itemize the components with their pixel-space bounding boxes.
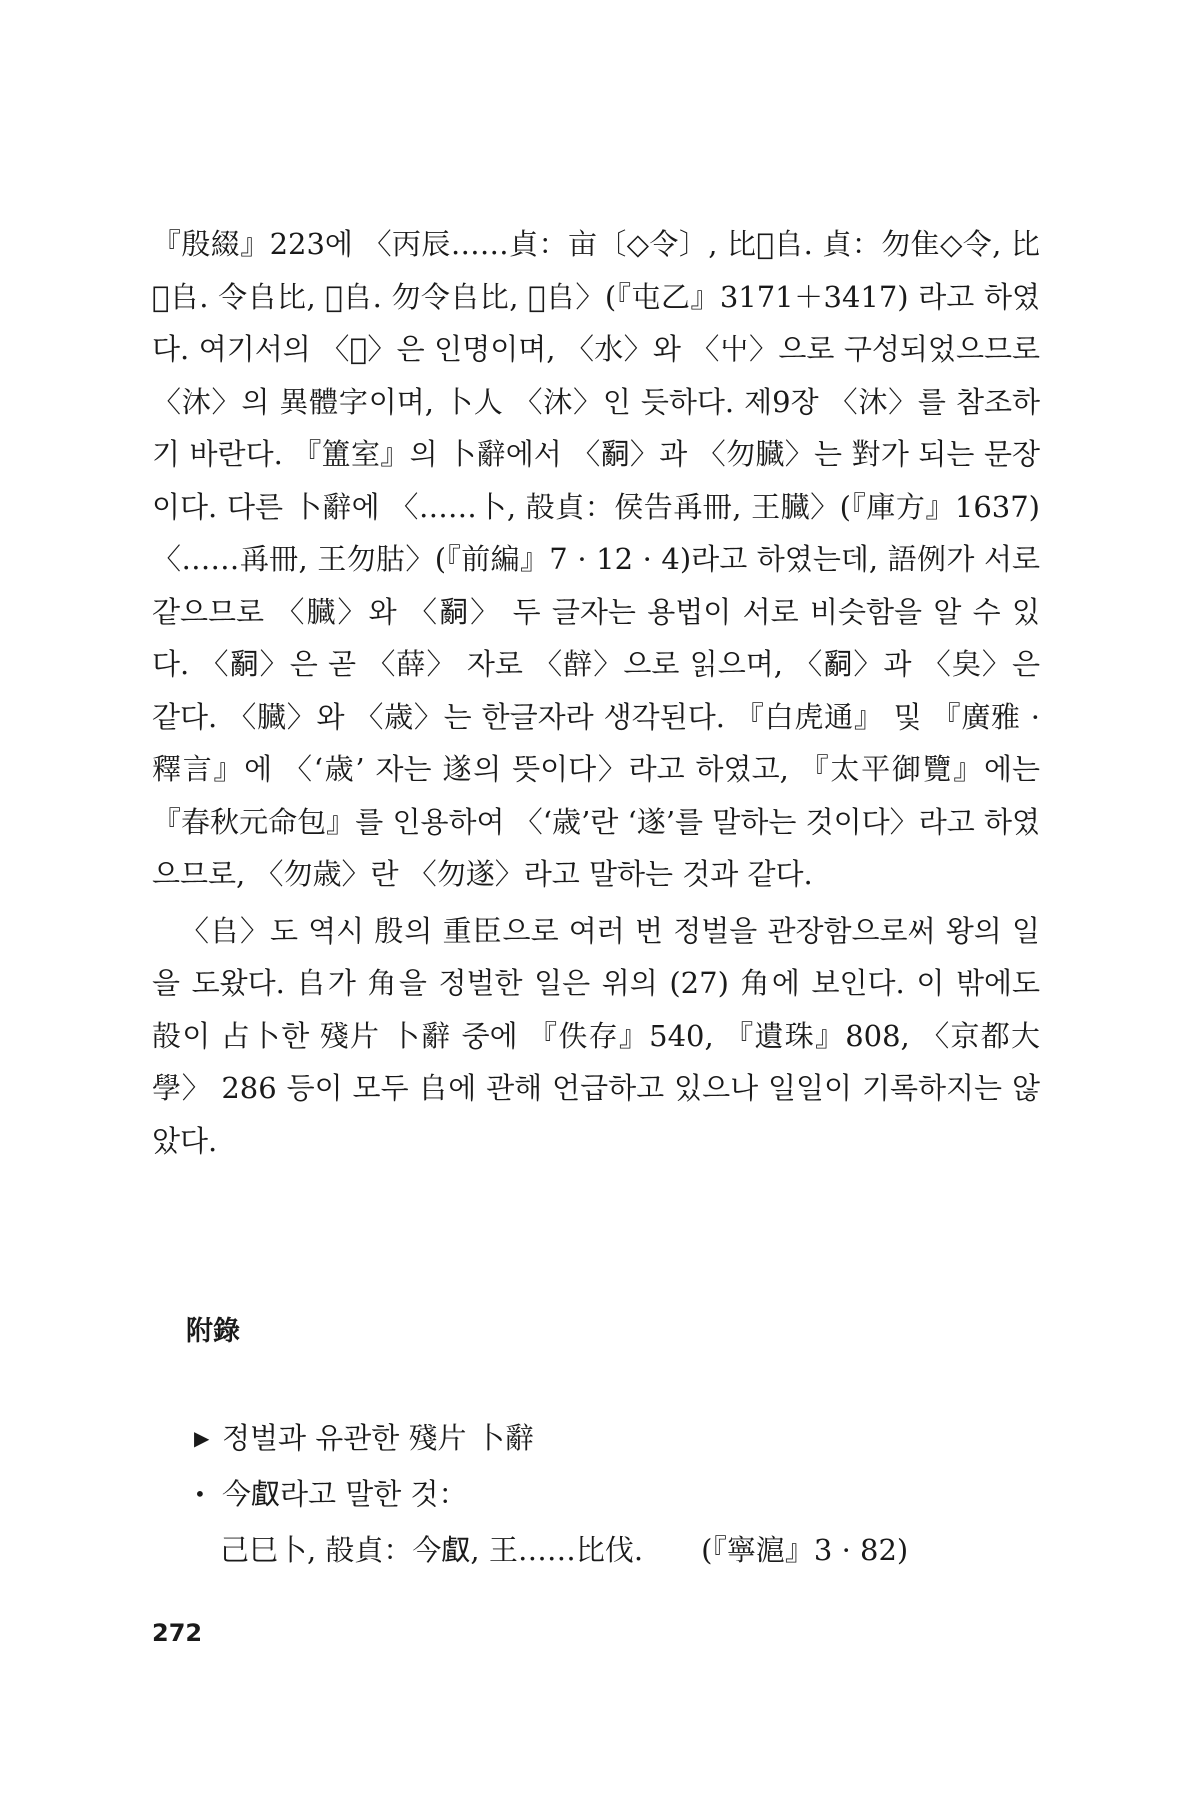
- example-reference: (『寧滬』3 · 82): [701, 1533, 909, 1567]
- appendix-title: 附錄: [186, 1316, 240, 1347]
- appendix-item-2: [194, 1466, 1034, 1522]
- example-inscription: 己巳卜, 㱿貞：今𠭯, 王……比伐.: [220, 1533, 644, 1567]
- paragraph-1: 『殷綴』223에 〈丙辰……貞：亩〔◇令〕, 比𣲖𠂤. 貞：勿隹◇令, 比𣲖𠂤. 令𠂤比, 𣲖𠂤. 勿令𠂤比, 𣲖𠂤〉(『屯乙』3171＋3417) 라고 하였다. 여기서의 〈𣲖〉은 인명이며, 〈水〉와 〈屮〉으로 구성되었으므로 〈沐〉의 異體字이며, 卜人 〈沐〉인 듯하다. 제9장 〈沐〉를 참조하기 바란다. 『簠室』의 卜辭에서 〈𤔲〉과 〈勿臓〉는 對가 되는 문장이다. 다른 卜辭에 〈……卜, 㱿貞：侯告爯冊, 王臓〉(『庫方』1637) 〈……爯冊, 王勿𦙶〉(『前編』7 · 12 · 4)라고 하였는데, 語例가 서로 같으므로 〈臓〉와 〈𤔲〉 두 글자는 용법이 서로 비슷함을 알 수 있다. 〈𤔲〉은 곧 〈薛〉 자로 〈辪〉으로 읽으며, 〈𤔲〉과 〈㚖〉은 같다. 〈臓〉와 〈歳〉는 한글자라 생각된다. 『白虎通』 및 『廣雅 · 釋言』에 〈‘歳’ 자는 遂의 뜻이다〉라고 하였고, 『太平御覽』에는 『春秋元命包』를 인용하여 〈‘歳’란 ‘遂’를 말하는 것이다〉라고 하였으므로, 〈勿歳〉란 〈勿遂〉라고 말하는 것과 같다.: [152, 227, 1040, 891]
- paragraph-2: 〈𠂤〉도 역시 殷의 重臣으로 여러 번 정벌을 관장함으로써 왕의 일을 도왔다. 𠂤가 角을 정벌한 일은 위의 (27) 角에 보인다. 이 밖에도 㱿이 占卜한 殘片 卜辭 중에 『佚存』540, 『遺珠』808, 〈京都大學〉 286 등이 모두 𠂤에 관해 언급하고 있으나 일일이 기록하지는 않았다.: [152, 913, 1040, 1158]
- triangle-bullet-icon: ▶: [194, 1426, 210, 1450]
- appendix-list: [194, 1410, 1034, 1578]
- page-number: 272: [152, 1619, 203, 1647]
- appendix-example: [194, 1522, 1000, 1578]
- appendix-item-1: [194, 1410, 1034, 1466]
- dot-bullet-icon: •: [194, 1482, 206, 1506]
- appendix-item-1-text: 정벌과 유관한 殘片 卜辭: [222, 1421, 534, 1455]
- appendix-item-2-text: 今𠭯라고 말한 것：: [222, 1477, 468, 1511]
- body-text: [152, 218, 1040, 1167]
